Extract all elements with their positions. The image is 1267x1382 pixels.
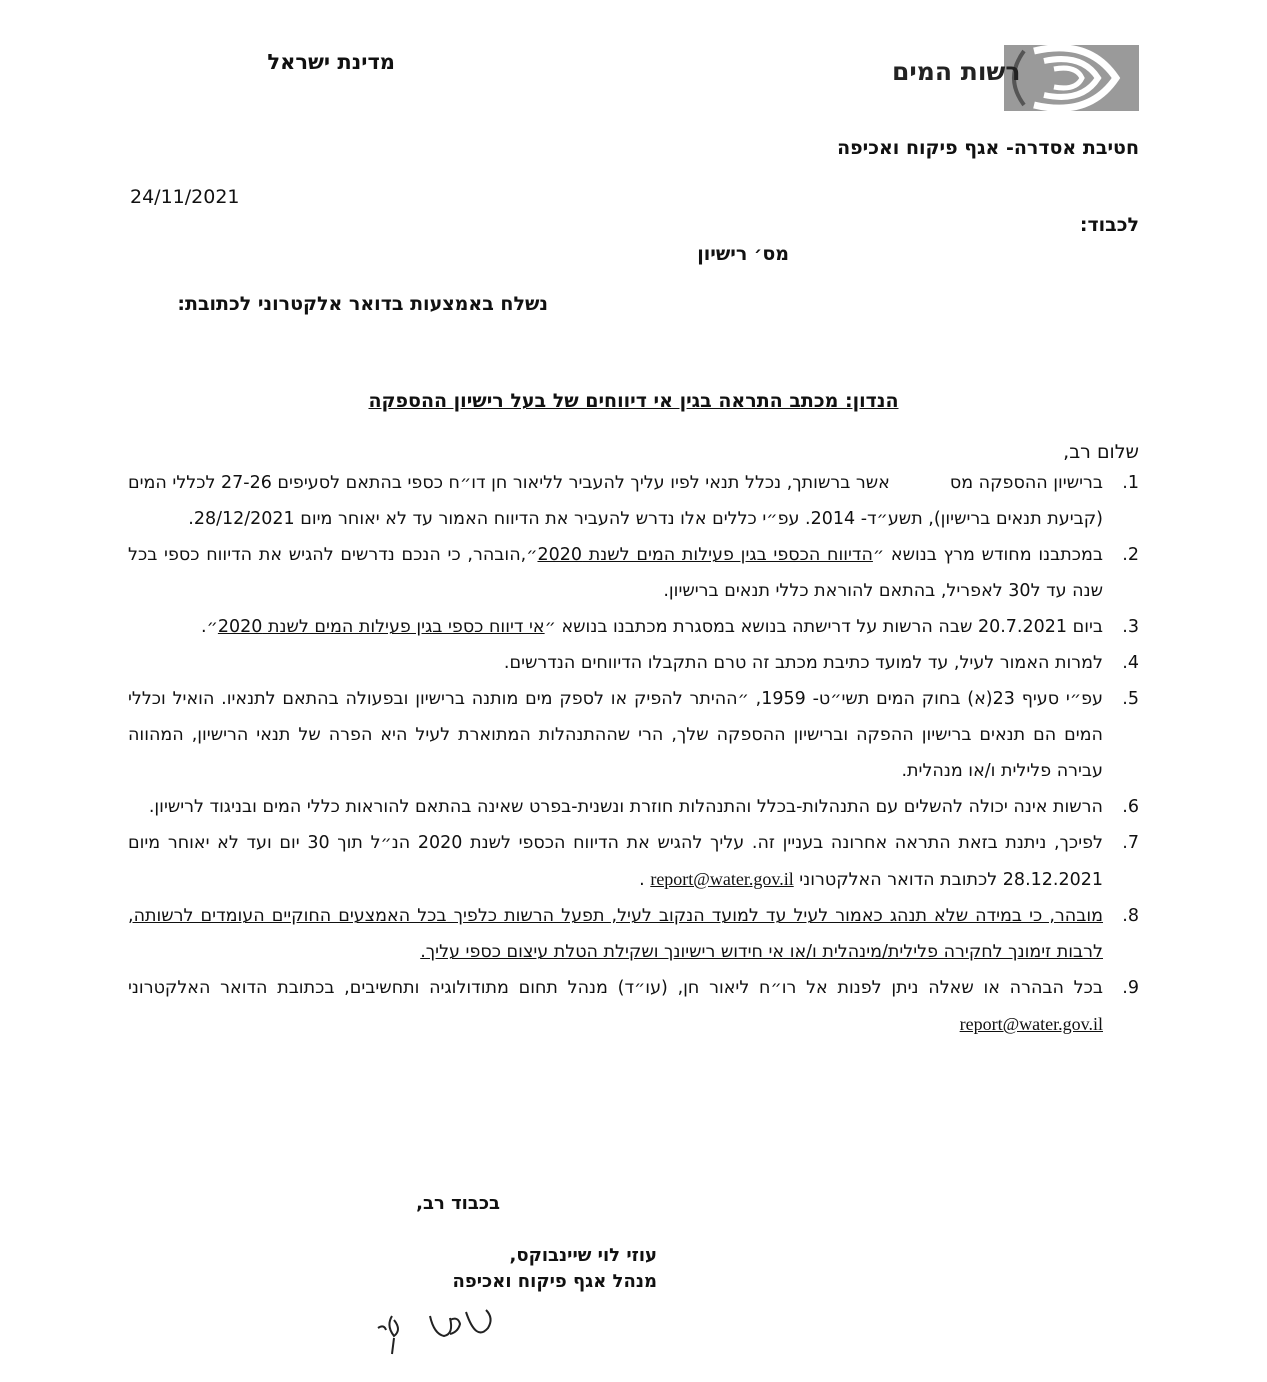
item-text: ברישיון ההספקה מס [949,473,1103,493]
item-number: 2. [1122,545,1139,565]
item-text: בכל הבהרה או שאלה ניתן לפנות אל רו״ח ליאור חן, (עו״ד) מנהל תחום מתודולוגיה ותחשיבים, בכתובת הדואר האלקטרוני [128,978,1103,998]
item-number: 6. [1122,797,1139,817]
list-item [128,537,1139,609]
item-text: . [639,870,645,890]
to-label: לכבוד: [1079,214,1139,236]
logo-text: רשות המים [892,57,1021,86]
item-text: ״. [201,617,218,637]
item-text: ביום 20.7.2021 שבה הרשות על דרישתה בנושא במסגרת מכתבנו בנושא ״ [544,617,1103,637]
item-text: אשר ברשותך, נכלל תנאי לפיו עליך להעביר לליאור חן דו״ח כספי בהתאם לסעיפים 27-26 לכללי המים (קביעת תנאים ברישיון), תשע״ד- 2014. עפ״י כללים אלו נדרש להעביר את הדיווח האמור עד לא יאוחר מיום 28/12/2021. [128,473,1103,529]
item-text: הרשות אינה יכולה להשלים עם התנהלות-בכלל והתנהלות חוזרת ונשנית-בפרט שאינה בהתאם להוראות כללי המים ובניגוד לרישיון. [148,797,1103,817]
division-title: חטיבת אסדרה- אגף פיקוח ואכיפה [837,137,1139,159]
list-item [128,609,1139,645]
item-underlined-text: אי דיווח כספי בגין פעילות המים לשנת 2020 [217,617,545,637]
handwritten-signature [370,1298,510,1358]
item-number: 3. [1122,617,1139,637]
license-number-label: מס׳ רישיון [697,243,789,265]
list-item [128,645,1139,681]
list-item [128,898,1139,970]
item-text: לפיכך, ניתנת בזאת התראה אחרונה בעניין זה. עליך להגיש את הדיווח הכספי לשנת 2020 הנ״ל תוך 30 יום ועד לא יאוחר מיום 28.12.2021 לכתובת הדואר האלקטרוני [128,833,1103,890]
item-number: 9. [1122,978,1139,998]
item-text: למרות האמור לעיל, עד למועד כתיבת מכתב זה טרם התקבלו הדיווחים הנדרשים. [503,653,1103,673]
list-item [128,465,1139,537]
list-item [128,825,1139,898]
item-underlined-text: הדיווח הכספי בגין פעילות המים לשנת 2020 [537,545,873,565]
greeting: שלום רב, [1063,441,1139,463]
state-name: מדינת ישראל [267,50,395,74]
item-number: 5. [1122,689,1139,709]
letter-items [128,465,1139,1043]
item-number: 8. [1122,906,1139,926]
email-link[interactable]: report@water.gov.il [959,1014,1103,1034]
signer-name: עוזי לוי שיינבוקס, [509,1245,657,1266]
list-item [128,681,1139,789]
letter-date: 24/11/2021 [130,186,240,208]
letter-subject [0,390,1267,412]
item-underlined-text: מובהר, כי במידה שלא תנהג כאמור לעיל עד למועד הנקוב לעיל, תפעל הרשות כלפיך בכל האמצעים החוקיים העומדים לרשותה, לרבות זימונך לחקירה פלילית/מינהלית ו/או אי חידוש רישיונך ושקילת הטלת עיצום כספי עליך. [128,906,1103,962]
item-number: 1. [1122,473,1139,493]
item-number: 7. [1122,833,1139,853]
signer-title: מנהל אגף פיקוח ואכיפה [452,1271,657,1292]
item-text: עפ״י סעיף 23(א) בחוק המים תשי״ט- 1959, ״ההיתר להפיק או לספק מים מותנה ברישיון ובפעולה בהתאם לתנאיו. הואיל וכללי המים הם תנאים ברישיון ההפקה וברישיון ההספקה שלך, הרי שההתנהלות המתוארת לעיל היא הפרה של תנאי הרישיון, המהווה עבירה פלילית ו/או מנהלית. [128,689,1103,781]
item-text: במכתבנו מחודש מרץ בנושא ״ [872,545,1103,565]
sent-by-email-label: נשלח באמצעות בדואר אלקטרוני לכתובת: [177,293,548,315]
subject-text: הנדון: מכתב התראה בגין אי דיווחים של בעל רישיון ההספקה [368,390,899,412]
item-number: 4. [1122,653,1139,673]
item-text: ״,הובהר, כי הנכם נדרשים להגיש את הדיווח כספי בכל שנה עד ל30 לאפריל, בהתאם להוראת כללי תנאים ברישיון. [128,545,1103,601]
closing-salutation: בכבוד רב, [416,1193,500,1214]
list-item [128,970,1139,1043]
signer-block [453,1243,657,1295]
email-link[interactable]: report@water.gov.il [650,869,794,889]
water-authority-logo [884,43,1139,113]
list-item [128,789,1139,825]
